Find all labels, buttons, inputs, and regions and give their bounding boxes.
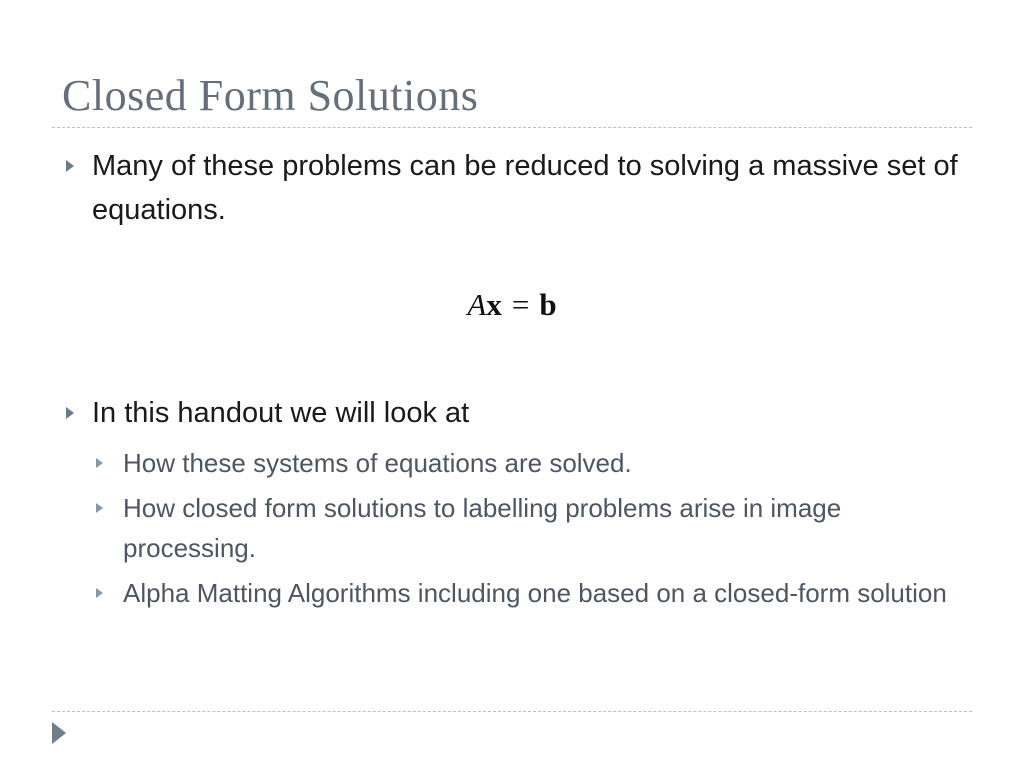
equation-equals: = (511, 287, 530, 322)
equation (0, 287, 1024, 323)
sub-bullet-item-1: How these systems of equations are solved. (123, 448, 632, 478)
sub-bullet-item-3: Alpha Matting Algorithms including one based on a closed-form solution (123, 578, 947, 608)
footer-divider (52, 711, 972, 712)
slide-title: Closed Form Solutions (62, 71, 479, 120)
equation-matrix-A: A (467, 287, 487, 322)
bullet-item-2: In this handout we will look at (92, 397, 470, 429)
equation-vector-b: b (539, 287, 557, 322)
sub-bullet-arrow-icon (96, 588, 103, 598)
bullet-arrow-icon (66, 407, 74, 419)
bullet-arrow-icon (66, 160, 74, 172)
sub-bullet-arrow-icon (96, 503, 103, 513)
sub-bullet-item-2: How closed form solutions to labelling problems arise in image processing. (123, 493, 842, 563)
next-slide-icon[interactable] (52, 722, 66, 744)
bullet-item-1: Many of these problems can be reduced to solving a massive set of equations. (92, 150, 958, 226)
equation-vector-x: x (486, 287, 502, 322)
title-divider (52, 127, 972, 128)
sub-bullet-arrow-icon (96, 458, 103, 468)
